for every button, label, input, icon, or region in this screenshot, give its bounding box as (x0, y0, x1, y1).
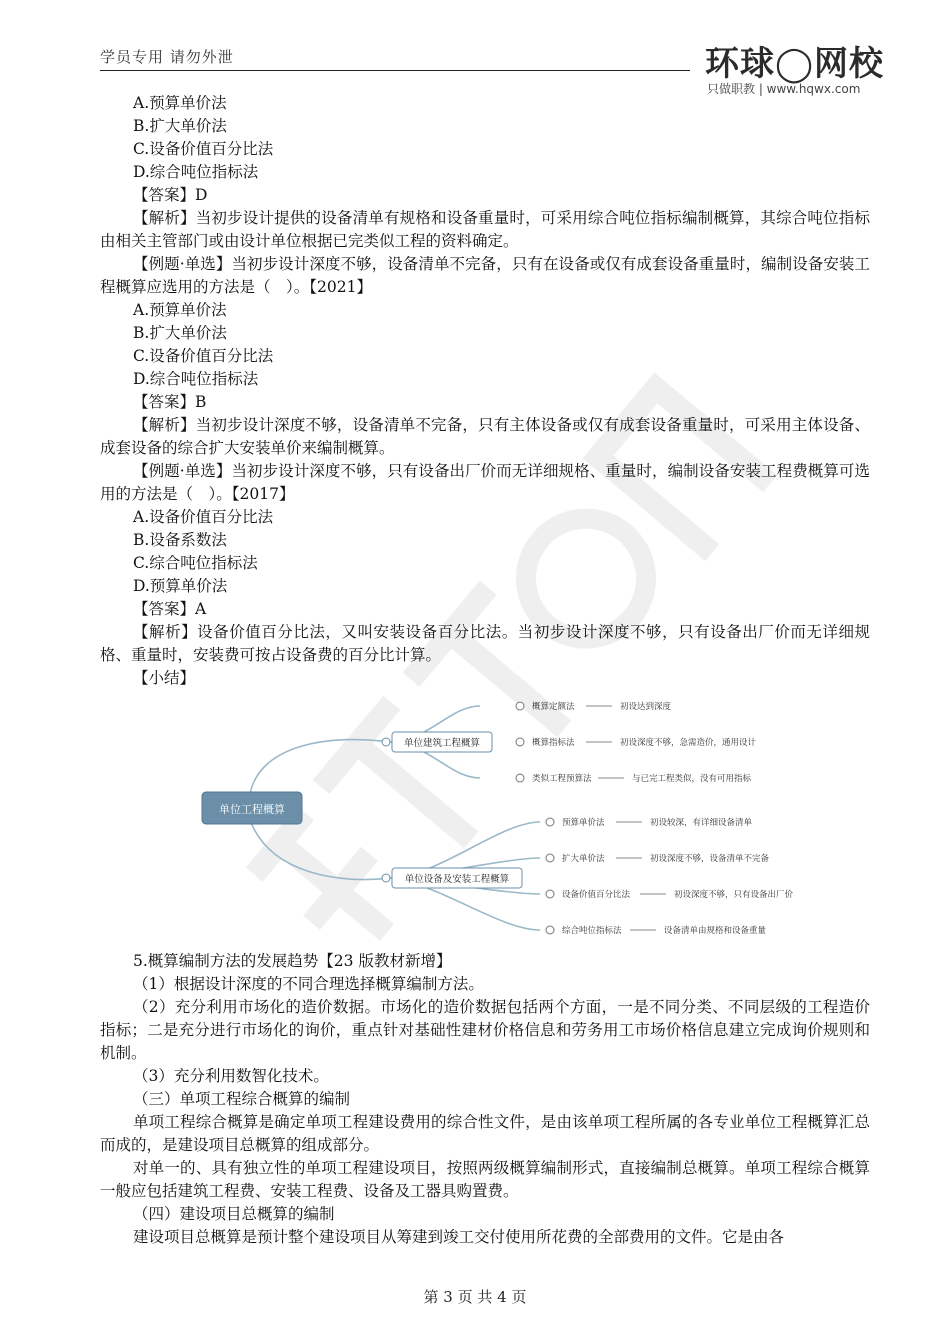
section5-item-2: （2）充分利用市场化的造价数据。市场化的造价数据包括两个方面，一是不同分类、不同层级的工程造价指标；二是充分进行市场化的询价，重点针对基础性建材价格信息和劳务用工市场价格信息建立完成询价规则和机制。 (100, 998, 870, 1062)
q3-answer: 【答案】A (133, 600, 207, 618)
mindmap-branch-building-label: 单位建筑工程概算 (403, 738, 481, 749)
q1-answer: 【答案】D (133, 186, 208, 204)
logo-subtitle: 只做职教 | www.hqwx.com (707, 82, 861, 96)
mindmap-leaf-desc: 初设深度不够，急需造价，通用设计 (620, 738, 757, 748)
page-footer: 第 3 页 共 4 页 (423, 1288, 527, 1306)
logo-text: 环球◯网校 (705, 44, 885, 84)
q3-option-a: A.设备价值百分比法 (133, 508, 274, 526)
mindmap-leaf-name: 预算单价法 (562, 818, 605, 828)
q1-analysis: 【解析】当初步设计提供的设备清单有规格和设备重量时，可采用综合吨位指标编制概算，其综合吨位指标由相关主管部门或由设计单位根据已完类似工程的资料确定。 (100, 209, 870, 250)
q3-option-c: C.综合吨位指标法 (133, 554, 258, 572)
q1-option-d: D.综合吨位指标法 (133, 163, 259, 181)
mindmap-leaf (546, 817, 753, 828)
section-three-para-1: 单项工程综合概算是确定单项工程建设费用的综合性文件，是由该单项工程所属的各专业单位工程概算汇总而成的，是建设项目总概算的组成部分。 (100, 1113, 870, 1154)
mindmap-leaf-name: 设备价值百分比法 (562, 890, 631, 900)
header-rule (100, 70, 690, 71)
mindmap-root (202, 792, 302, 824)
mindmap-leaf-name: 概算指标法 (532, 738, 575, 748)
summary-label: 【小结】 (133, 669, 196, 687)
q2-option-c: C.设备价值百分比法 (133, 347, 274, 365)
page-content (100, 92, 870, 1249)
mindmap-leaf-desc: 初设达到深度 (620, 702, 672, 712)
section5-item-1: （1）根据设计深度的不同合理选择概算编制方法。 (133, 975, 484, 993)
mindmap-leaf (516, 773, 752, 784)
section-three-para-2: 对单一的、具有独立性的单项工程建设项目，按照两级概算编制形式，直接编制总概算。单项工程综合概算一般应包括建筑工程费、安装工程费、设备及工器具购置费。 (100, 1159, 870, 1200)
section-three-title: （三）单项工程综合概算的编制 (133, 1090, 351, 1108)
section-four-para-1: 建设项目总概算是预计整个建设项目从筹建到竣工交付使用所花费的全部费用的文件。它是由各 (133, 1228, 785, 1246)
mindmap-leaf-name: 扩大单价法 (562, 854, 605, 864)
section5-title: 5.概算编制方法的发展趋势【23 版教材新增】 (133, 952, 452, 970)
mindmap-leaf-desc: 初设较深，有详细设备清单 (650, 818, 753, 828)
mindmap-branch-building (382, 732, 492, 752)
mindmap-leaf (546, 853, 770, 864)
q3-option-b: B.设备系数法 (133, 531, 227, 549)
q2-answer: 【答案】B (133, 393, 207, 411)
mindmap-leaf (516, 737, 757, 748)
mindmap-leaf-desc: 与已完工程类似，没有可用指标 (632, 774, 752, 784)
logo (705, 36, 885, 96)
mindmap-leaf (546, 889, 794, 900)
mindmap-leaf-desc: 设备清单由规格和设备重量 (664, 926, 767, 936)
q1-option-a: A.预算单价法 (133, 94, 227, 112)
section5-item-3: （3）充分利用数智化技术。 (133, 1067, 329, 1085)
mindmap-leaf-desc: 初设深度不够，只有设备出厂价 (674, 890, 794, 900)
q2-option-b: B.扩大单价法 (133, 324, 227, 342)
q1-option-b: B.扩大单价法 (133, 117, 227, 135)
q2-analysis: 【解析】当初步设计深度不够，设备清单不完备，只有主体设备或仅有成套设备重量时，可采用主体设备、成套设备的综合扩大安装单价来编制概算。 (100, 416, 870, 457)
q3-stem: 【例题·单选】当初步设计深度不够，只有设备出厂价而无详细规格、重量时，编制设备安装工程费概算可选用的方法是（ ）。【2017】 (100, 462, 870, 503)
mindmap-leaf (516, 701, 672, 712)
q1-option-c: C.设备价值百分比法 (133, 140, 274, 158)
mindmap-branch-equipment-label: 单位设备及安装工程概算 (404, 874, 510, 885)
section-four-title: （四）建设项目总概算的编制 (133, 1205, 335, 1223)
mindmap-root-label: 单位工程概算 (219, 803, 285, 816)
q3-option-d: D.预算单价法 (133, 577, 228, 595)
q2-stem: 【例题·单选】当初步设计深度不够，设备清单不完备，只有在设备或仅有成套设备重量时，编制设备安装工程概算应选用的方法是（ ）。【2021】 (100, 255, 870, 296)
mindmap-leaf-name: 概算定额法 (532, 702, 575, 712)
mindmap-leaf-name: 类似工程预算法 (532, 774, 592, 784)
mindmap-branch-equipment (382, 868, 522, 888)
mindmap-leaf-desc: 初设深度不够，设备清单不完备 (650, 854, 770, 864)
mindmap-leaf (546, 925, 767, 936)
mindmap-leaf-name: 综合吨位指标法 (562, 926, 622, 936)
q3-analysis: 【解析】设备价值百分比法，又叫安装设备百分比法。当初步设计深度不够，只有设备出厂价而无详细规格、重量时，安装费可按占设备费的百分比计算。 (100, 623, 870, 664)
mindmap (100, 694, 870, 944)
q2-option-d: D.综合吨位指标法 (133, 370, 259, 388)
header-note: 学员专用 请勿外泄 (100, 48, 234, 66)
q2-option-a: A.预算单价法 (133, 301, 227, 319)
